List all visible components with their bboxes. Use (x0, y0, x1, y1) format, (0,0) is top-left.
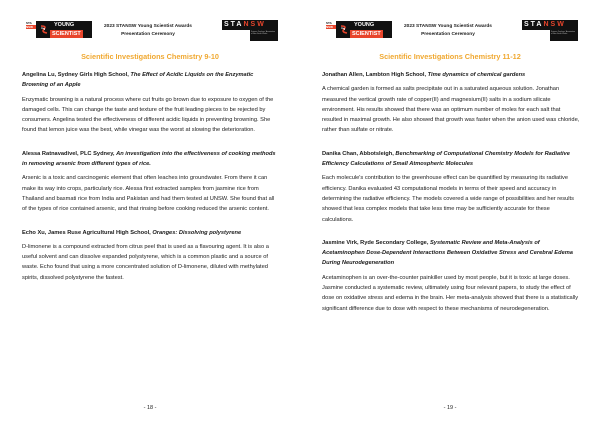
entry (322, 70, 580, 136)
entry-project-title: Systematic Review and Meta-Analysis of Acetaminophen Dose-Dependent Interactions Between Oxidative Stress and Cerebral Edema During Neurodegeneration (322, 239, 573, 267)
event-title: 2023 STANSW Young Scientist Awards Presentation Ceremony (104, 24, 192, 37)
entry-project-title: The Effect of Acidic Liquids on the Enzymatic Browning of an Apple (22, 72, 254, 89)
entry-heading (322, 70, 580, 80)
entry (322, 149, 580, 225)
swirl-icon (340, 24, 348, 35)
entries (322, 70, 580, 327)
entry-description: D-limonene is a compound extracted from citrus peel that is used as a flavouring agent. It is also a useful solvent and can dissolve expanded polystyrene, which is a common plastic and a source of waste. Echo found that using a more concentrated solution of D-limonene, diluted with methylated spirits, dissolved polystyrene the fastest. (22, 243, 269, 281)
entry-author: Jasmine Virk, Ryde Secondary College, (322, 239, 431, 246)
entries (22, 70, 280, 296)
entry-description: A chemical garden is formed as salts precipitate out in a saturated aqueous solution. Jonathan measured the vertical growth rate of copper(II) and magnesium(II) salts in a sodium silicate environment. His results showed that there was an optimum number of moles for each salt that resulted in maximal growth. He also showed that growth was faster when the anion used was chloride, rather than sulfate or nitrate. (322, 86, 580, 134)
entry-heading (22, 149, 280, 170)
entry-project-title: Oranges: Dissolving polystyrene (152, 229, 242, 236)
entry-description: Acetaminophen is an over-the-counter painkiller used by most people, but it is toxic at large doses. Jasmine conducted a systematic review, ultimately using four relevant papers, to study the effect of dose on oxidative stress and edema in the brain. Her meta-analysis showed that there is a statistically significant difference due to dose with respect to these mechanisms of neurodegeneration. (322, 274, 579, 312)
entry-description: Each molecule's contribution to the greenhouse effect can be quantified by measuring its radiative efficiency. Danika evaluated 43 computational models in terms of their speed and accuracy in determining the radiative efficiency. The models covered a wide range of possibilities and her results showed that less complex models that take less time may be sufficiently accurate for these calculations. (322, 175, 574, 223)
page-header (26, 20, 278, 42)
event-title: 2023 STANSW Young Scientist Awards Presentation Ceremony (404, 24, 492, 37)
entry (22, 149, 280, 215)
stansw-logo: STANSW Science Teachers' Association of New South Wales (222, 20, 278, 42)
stansw-logo: STANSW Science Teachers' Association of New South Wales (522, 20, 578, 42)
entry-author: Danika Chan, Abbotsleigh, (322, 150, 396, 157)
entry-heading (322, 238, 580, 269)
entry-description: Enzymatic browning is a natural process where cut fruits go brown due to exposure to oxygen of the damaged cells. This can change the taste and texture of the fruit leading pieces to be rejected by consumers. Angelina tested the effectiveness of different acidic liquids in preventing browning. She found that lemon juice was the best, while vinegar was the worst at slowing the deterioration. (22, 96, 274, 134)
young-scientist-logo: STA NSW YOUNG SCIENTIST (26, 21, 92, 38)
page-number: - 18 - (143, 405, 157, 411)
entry-heading (322, 149, 580, 170)
section-title: Scientific Investigations Chemistry 11-12 (379, 52, 521, 61)
entry (22, 70, 280, 136)
entry-author: Jonathan Allen, Lambton High School, (322, 72, 428, 78)
entry-description: Arsenic is a toxic and carcinogenic element that often leaches into groundwater. From there it can make its way into crops, particularly rice. Alessa first extracted samples from jasmine rice from Thailand and basmati rice from India and Pakistan and had them tested at UNSW. She found that all of the types of rice contained arsenic, and that rinsing before cooking reduced the arsenic content. (22, 175, 275, 213)
entry-project-title: Time dynamics of chemical gardens (427, 72, 526, 78)
entry-heading (22, 70, 280, 91)
young-scientist-logo: STA NSW YOUNG SCIENTIST (326, 21, 392, 38)
page-19 (300, 0, 600, 426)
entry (322, 238, 580, 314)
page-number: - 19 - (443, 405, 457, 411)
entry-heading (22, 228, 280, 238)
entry-project-title: Benchmarking of Computational Chemistry Models for Radiative Efficiency Calculations of Small Atmospheric Molecules (322, 150, 570, 168)
entry-author: Angelina Lu, Sydney Girls High School, (22, 72, 131, 78)
entry-author: Alessa Ratnavadivel, PLC Sydney, (22, 150, 117, 157)
section-title: Scientific Investigations Chemistry 9-10 (81, 52, 219, 61)
entry-project-title: An investigation into the effectiveness of cooking methods in removing arsenic from different types of rice. (22, 150, 276, 168)
entry (22, 228, 280, 283)
page-header (326, 20, 578, 42)
swirl-icon (40, 24, 48, 35)
entry-author: Echo Xu, James Ruse Agricultural High School, (22, 229, 153, 236)
